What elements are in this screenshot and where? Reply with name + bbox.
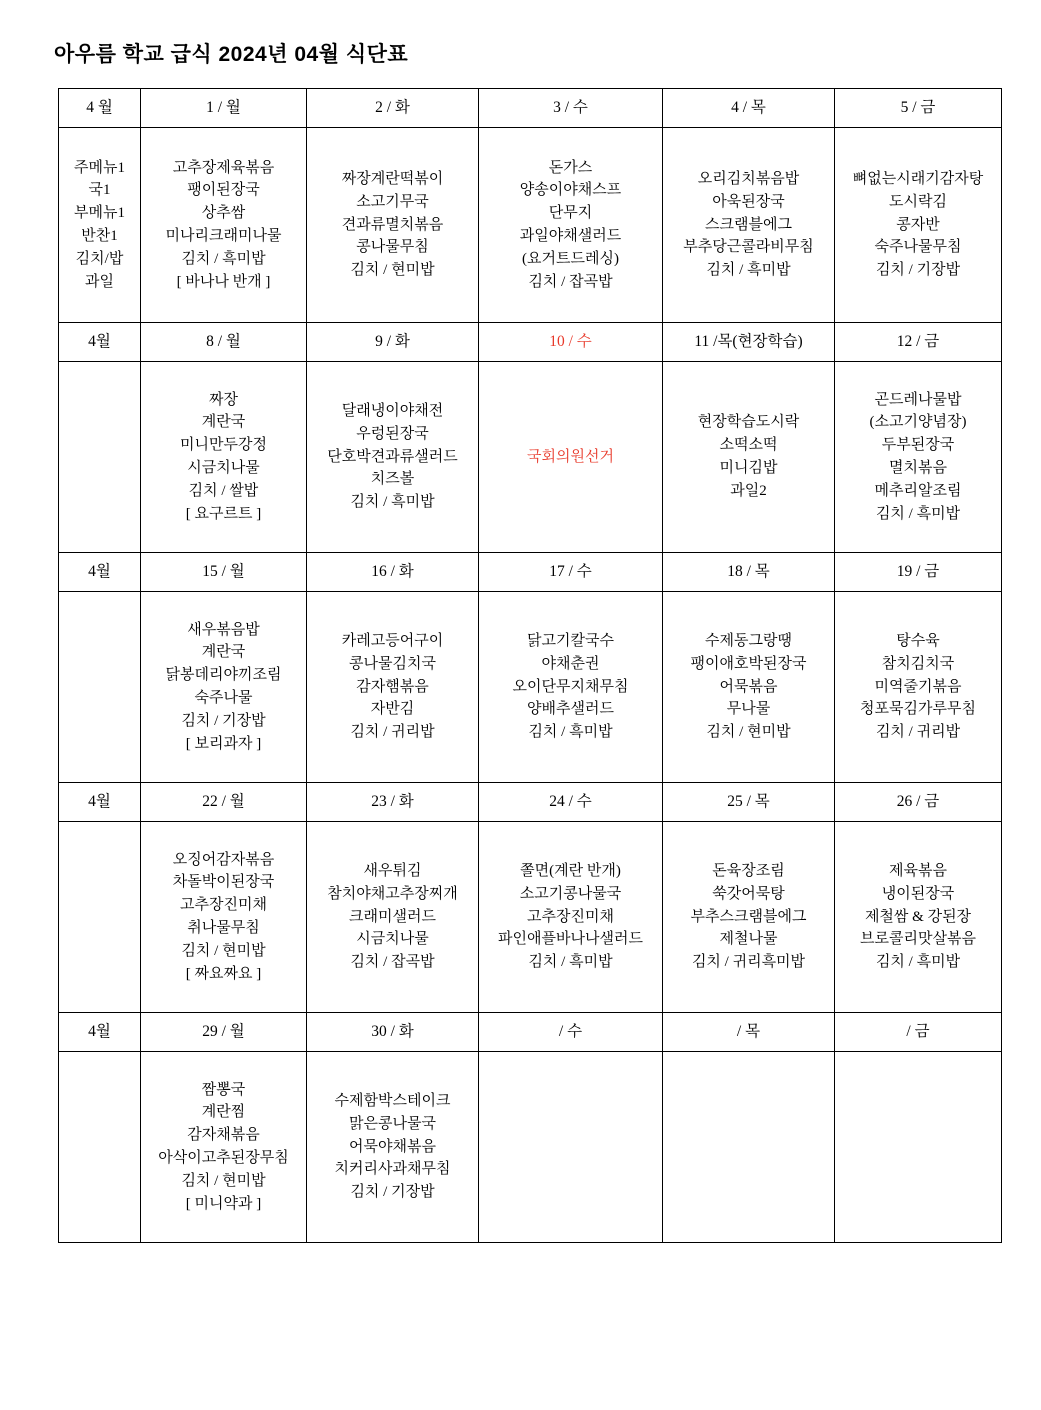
menu-cell: 오징어감자볶음 차돌박이된장국 고추장진미채 취나물무침 김치 / 현미밥 [ 짜요짜요 ] [141, 822, 307, 1013]
day-header-mon: 22 / 월 [141, 783, 307, 822]
menu-cell: 쫄면(계란 반개) 소고기콩나물국 고추장진미채 파인애플바나나샐러드 김치 / 흑미밥 [479, 822, 663, 1013]
menu-table-body [59, 89, 1002, 1243]
menu-cell: 오리김치볶음밥 아욱된장국 스크램블에그 부추당근콜라비무침 김치 / 흑미밥 [663, 128, 835, 323]
menu-cell-empty [59, 592, 141, 783]
menu-cell: 수제함박스테이크 맑은콩나물국 어묵야채볶음 치커리사과채무침 김치 / 기장밥 [307, 1052, 479, 1243]
menu-cell: 곤드레나물밥 (소고기양념장) 두부된장국 멸치볶음 메추리알조림 김치 / 흑미밥 [835, 362, 1002, 553]
day-header-wed: 17 / 수 [479, 553, 663, 592]
week-label-cell: 4 월 [59, 89, 141, 128]
menu-cell: 돈가스 양송이야채스프 단무지 과일야채샐러드 (요거트드레싱) 김치 / 잡곡밥 [479, 128, 663, 323]
week-label-cell: 4월 [59, 783, 141, 822]
week-header-row [59, 1013, 1002, 1052]
menu-cell: 현장학습도시락 소떡소떡 미니김밥 과일2 [663, 362, 835, 553]
week-label-cell: 4월 [59, 553, 141, 592]
day-header-fri: 26 / 금 [835, 783, 1002, 822]
menu-cell: 카레고등어구이 콩나물김치국 감자햄볶음 자반김 김치 / 귀리밥 [307, 592, 479, 783]
menu-cell: 닭고기칼국수 야채춘권 오이단무지채무침 양배추샐러드 김치 / 흑미밥 [479, 592, 663, 783]
day-header-fri: 12 / 금 [835, 323, 1002, 362]
day-header-thu: 18 / 목 [663, 553, 835, 592]
menu-cell: 제육볶음 냉이된장국 제철쌈 & 강된장 브로콜리맛살볶음 김치 / 흑미밥 [835, 822, 1002, 1013]
menu-cell: 뼈없는시래기감자탕 도시락김 콩자반 숙주나물무침 김치 / 기장밥 [835, 128, 1002, 323]
day-header-mon: 8 / 월 [141, 323, 307, 362]
menu-cell: 고추장제육볶음 팽이된장국 상추쌈 미나리크래미나물 김치 / 흑미밥 [ 바나나 반개 ] [141, 128, 307, 323]
menu-cell: 새우튀김 참치야채고추장찌개 크래미샐러드 시금치나물 김치 / 잡곡밥 [307, 822, 479, 1013]
week-menu-row [59, 362, 1002, 553]
week-header-row [59, 553, 1002, 592]
week-header-row [59, 783, 1002, 822]
day-header-wed: 24 / 수 [479, 783, 663, 822]
menu-category-labels: 주메뉴1 국1 부메뉴1 반찬1 김치/밥 과일 [59, 128, 141, 323]
week-header-row [59, 89, 1002, 128]
day-header-tue: 30 / 화 [307, 1013, 479, 1052]
week-menu-row [59, 822, 1002, 1013]
menu-cell-empty [59, 362, 141, 553]
day-header-tue: 2 / 화 [307, 89, 479, 128]
menu-cell: 돈육장조림 쑥갓어묵탕 부추스크램블에그 제철나물 김치 / 귀리흑미밥 [663, 822, 835, 1013]
menu-cell: 짬뽕국 계란찜 감자채볶음 아삭이고추된장무침 김치 / 현미밥 [ 미니약과 ] [141, 1052, 307, 1243]
menu-cell: 달래냉이야채전 우렁된장국 단호박견과류샐러드 치즈볼 김치 / 흑미밥 [307, 362, 479, 553]
week-label-cell: 4월 [59, 323, 141, 362]
menu-cell: 탕수육 참치김치국 미역줄기볶음 청포묵김가루무침 김치 / 귀리밥 [835, 592, 1002, 783]
day-header-tue: 23 / 화 [307, 783, 479, 822]
day-header-thu: / 목 [663, 1013, 835, 1052]
day-header-fri: / 금 [835, 1013, 1002, 1052]
day-header-tue: 16 / 화 [307, 553, 479, 592]
week-menu-row [59, 1052, 1002, 1243]
week-menu-row [59, 592, 1002, 783]
day-header-mon: 29 / 월 [141, 1013, 307, 1052]
day-header-fri: 19 / 금 [835, 553, 1002, 592]
menu-cell-empty [59, 822, 141, 1013]
menu-cell-empty [835, 1052, 1002, 1243]
menu-cell: 새우볶음밥 계란국 닭봉데리야끼조림 숙주나물 김치 / 기장밥 [ 보리과자 ] [141, 592, 307, 783]
page-title: 아우름 학교 급식 2024년 04월 식단표 [54, 43, 409, 66]
menu-cell-empty [663, 1052, 835, 1243]
menu-cell: 수제동그랑땡 팽이애호박된장국 어묵볶음 무나물 김치 / 현미밥 [663, 592, 835, 783]
day-header-tue: 9 / 화 [307, 323, 479, 362]
week-label-cell: 4월 [59, 1013, 141, 1052]
day-header-wed: 10 / 수 [479, 323, 663, 362]
menu-cell: 짜장 계란국 미니만두강정 시금치나물 김치 / 쌀밥 [ 요구르트 ] [141, 362, 307, 553]
week-header-row [59, 323, 1002, 362]
menu-cell-empty [59, 1052, 141, 1243]
day-header-thu: 4 / 목 [663, 89, 835, 128]
menu-cell-election: 국회의원선거 [479, 362, 663, 553]
menu-table [58, 88, 1002, 1243]
day-header-wed: 3 / 수 [479, 89, 663, 128]
day-header-mon: 15 / 월 [141, 553, 307, 592]
day-header-fri: 5 / 금 [835, 89, 1002, 128]
menu-cell-empty [479, 1052, 663, 1243]
day-header-thu: 11 /목(현장학습) [663, 323, 835, 362]
day-header-thu: 25 / 목 [663, 783, 835, 822]
day-header-wed: / 수 [479, 1013, 663, 1052]
week-menu-row [59, 128, 1002, 323]
day-header-mon: 1 / 월 [141, 89, 307, 128]
menu-cell: 짜장계란떡볶이 소고기무국 견과류멸치볶음 콩나물무침 김치 / 현미밥 [307, 128, 479, 323]
